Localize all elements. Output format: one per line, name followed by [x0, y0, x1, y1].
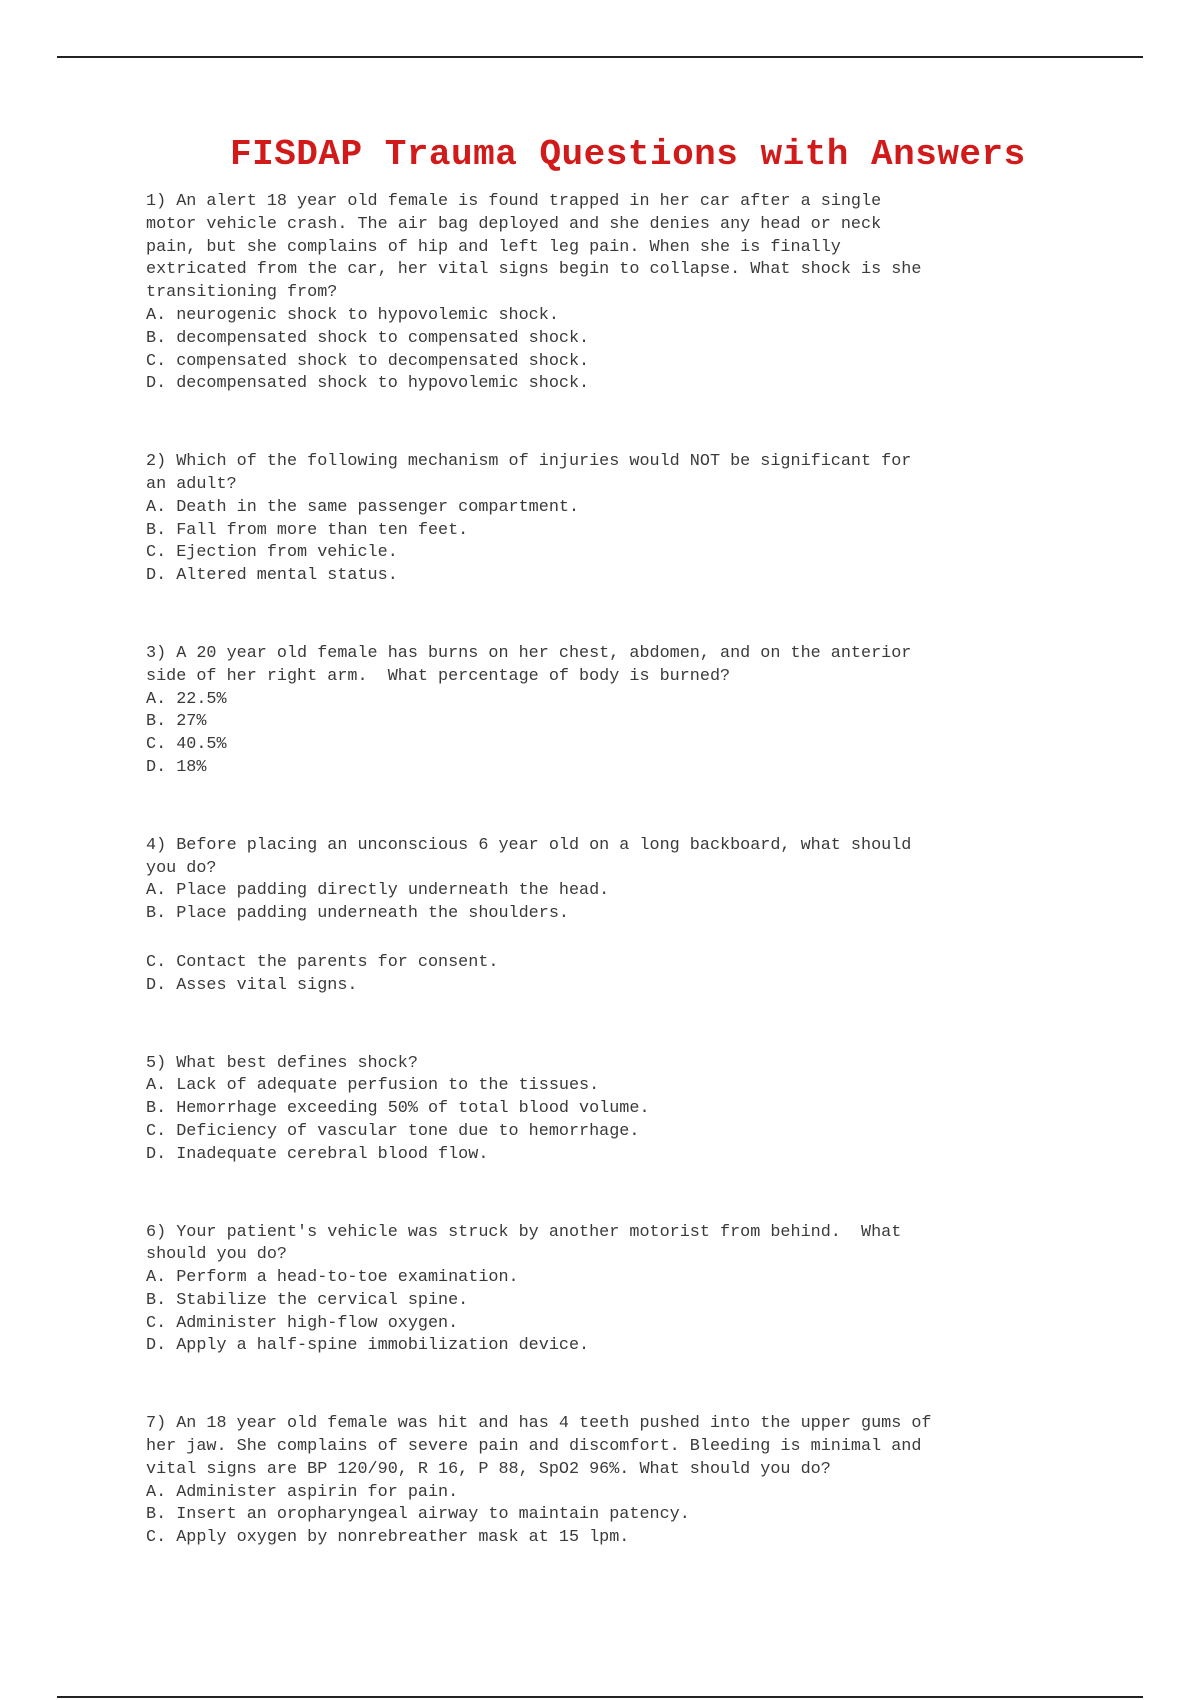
option-c: C. 40.5%: [146, 735, 227, 755]
option-c: C. Ejection from vehicle.: [146, 543, 398, 563]
question-text: 7) An 18 year old female was hit and has 4 teeth pushed into the upper gums of her jaw. She complains of severe pain and discomfort. Bleeding is minimal and vital signs are BP 120/90, R 16, P 88, SpO2 96%. What should you do?: [146, 1414, 932, 1479]
option-b: B. Stabilize the cervical spine.: [146, 1290, 469, 1310]
option-b: B. Place padding underneath the shoulders.: [146, 904, 569, 924]
option-d: D. Altered mental status.: [146, 566, 398, 586]
option-a: A. Lack of adequate perfusion to the tissues.: [146, 1076, 600, 1096]
question-text: 1) An alert 18 year old female is found trapped in her car after a single motor vehicle crash. The air bag deployed and she denies any head or neck pain, but she complains of hip and left leg pain. When she is finally extricated from the car, her vital signs begin to collapse. What shock is she transitioning from?: [146, 192, 922, 303]
question-text: 3) A 20 year old female has burns on her chest, abdomen, and on the anterior side of her right arm. What percentage of body is burned?: [146, 643, 912, 686]
option-b: B. decompensated shock to compensated shock.: [146, 328, 590, 348]
question-text: 6) Your patient's vehicle was struck by another motorist from behind. What should you do?: [146, 1222, 902, 1265]
option-c: C. Administer high-flow oxygen.: [146, 1313, 459, 1333]
option-d: D. Asses vital signs.: [146, 975, 358, 995]
top-rule: [57, 56, 1143, 58]
option-a: A. 22.5%: [146, 689, 227, 709]
option-b: B. 27%: [146, 712, 207, 732]
question-4: [146, 835, 1106, 998]
option-d: D. Apply a half-spine immobilization device.: [146, 1336, 590, 1356]
document-title: FISDAP Trauma Questions with Answers: [230, 134, 1026, 175]
question-5: [146, 1053, 1106, 1167]
option-c: C. Apply oxygen by nonrebreather mask at 15 lpm.: [146, 1528, 630, 1548]
option-a: A. Death in the same passenger compartment.: [146, 497, 580, 517]
option-b: B. Insert an oropharyngeal airway to maintain patency.: [146, 1505, 690, 1525]
option-a: A. Place padding directly underneath the head.: [146, 881, 610, 901]
option-a: A. Perform a head-to-toe examination.: [146, 1268, 519, 1288]
question-7: [146, 1413, 1106, 1550]
question-text: 5) What best defines shock?: [146, 1053, 418, 1073]
bottom-rule: [57, 1696, 1143, 1698]
question-2: [146, 451, 1106, 588]
option-d: D. Inadequate cerebral blood flow.: [146, 1144, 489, 1164]
option-b: B. Hemorrhage exceeding 50% of total blood volume.: [146, 1099, 650, 1119]
option-c: C. compensated shock to decompensated shock.: [146, 351, 590, 371]
option-gap: [146, 926, 1106, 952]
question-text: 4) Before placing an unconscious 6 year old on a long backboard, what should you do?: [146, 835, 912, 878]
option-a: A. Administer aspirin for pain.: [146, 1482, 459, 1502]
option-c: C. Contact the parents for consent.: [146, 952, 499, 972]
option-d: D. 18%: [146, 757, 207, 777]
question-1: [146, 191, 1106, 396]
option-d: D. decompensated shock to hypovolemic shock.: [146, 374, 590, 394]
question-6: [146, 1222, 1106, 1359]
question-text: 2) Which of the following mechanism of injuries would NOT be significant for an adult?: [146, 452, 912, 494]
option-a: A. neurogenic shock to hypovolemic shock.: [146, 305, 559, 325]
question-list: [146, 191, 1106, 1605]
option-b: B. Fall from more than ten feet.: [146, 520, 469, 540]
question-3: [146, 643, 1106, 780]
option-c: C. Deficiency of vascular tone due to hemorrhage.: [146, 1121, 640, 1141]
